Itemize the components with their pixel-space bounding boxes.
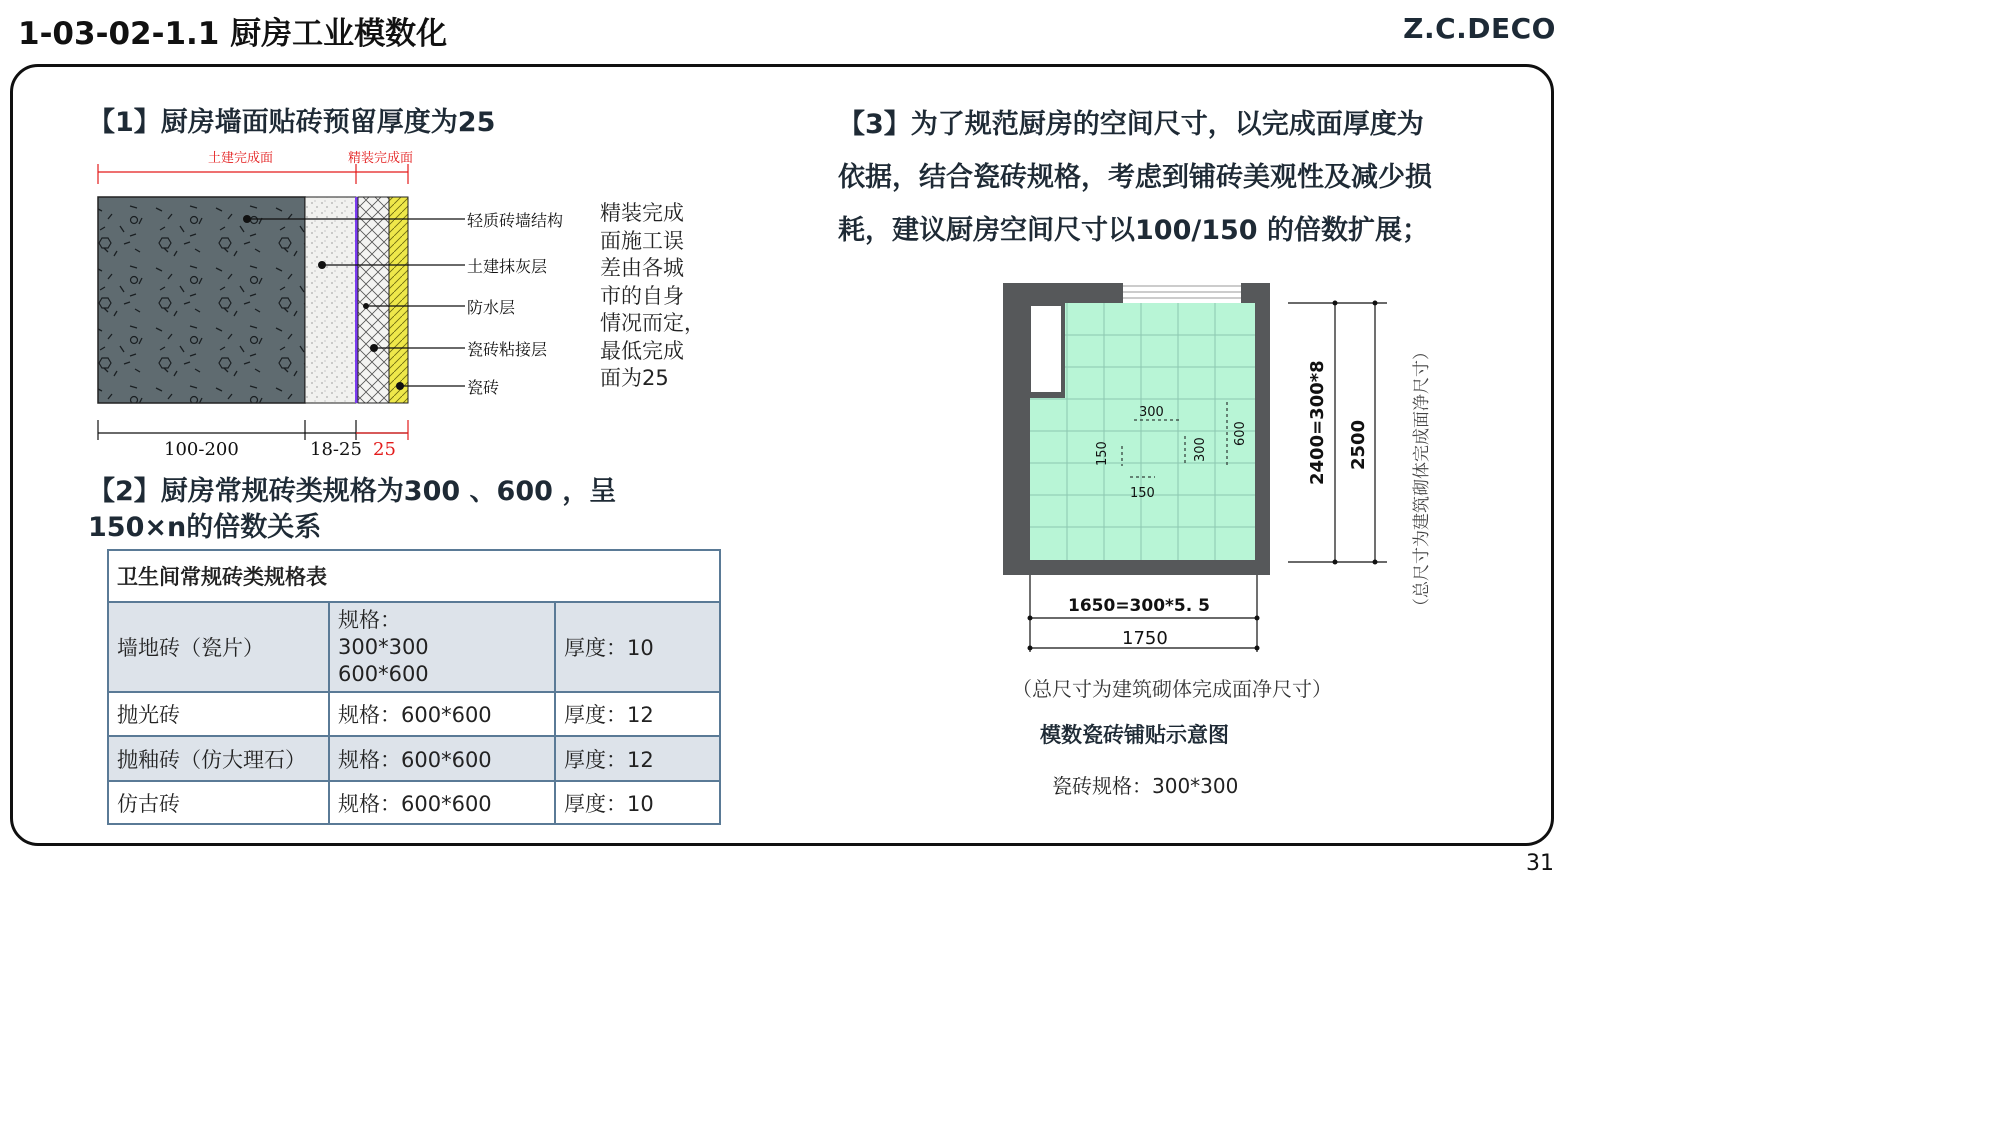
layer-tile: [389, 197, 408, 403]
section1-heading: 【1】厨房墙面贴砖预留厚度为25: [88, 107, 496, 138]
layer-label-3: 防水层: [467, 298, 516, 317]
spec-line: 300*300: [338, 634, 429, 659]
tile-spec-cell: 规格：600*600: [329, 781, 555, 824]
note-line: 面施工误: [600, 228, 684, 253]
tile-spec-cell: [329, 602, 555, 692]
plan-dim-height-total: 2500: [1348, 419, 1369, 470]
dim-label-structural-face: 土建完成面: [208, 151, 274, 166]
plan-dim-300-top: 300: [1139, 405, 1164, 420]
wall-layer-diagram: [90, 140, 590, 470]
plan-dim-150-bottom: 150: [1130, 486, 1155, 501]
section3-heading-line: 【3】为了规范厨房的空间尺寸，以完成面厚度为: [838, 109, 1424, 140]
section1-note: [600, 200, 705, 393]
section3-heading: [838, 98, 1432, 257]
layer-brick-wall: [98, 197, 305, 403]
tile-name-cell: 抛光砖: [108, 692, 329, 736]
table-caption: 卫生间常规砖类规格表: [108, 550, 720, 602]
tile-thickness-cell: 厚度：12: [555, 692, 720, 736]
tile-name-cell: 仿古砖: [108, 781, 329, 824]
tile-spec-cell: 规格：600*600: [329, 692, 555, 736]
plan-dim-300-side: 300: [1193, 437, 1208, 462]
tile-spec-table: [107, 549, 721, 825]
layer-label-2: 土建抹灰层: [467, 257, 548, 276]
brand-logo-text: Z.C.DECO: [1403, 12, 1556, 45]
plan-window: [1031, 306, 1061, 392]
plan-dim-width-total: 1750: [1122, 628, 1168, 649]
plan-bottom-note: （总尺寸为建筑砌体完成面净尺寸）: [1012, 677, 1332, 701]
tile-name-cell: 墙地砖（瓷片）: [108, 602, 329, 692]
tile-name-cell: 抛釉砖（仿大理石）: [108, 736, 329, 781]
tile-thickness-cell: 厚度：10: [555, 781, 720, 824]
dim-finish-thickness: 25: [373, 439, 396, 460]
section2-heading-line2: 150×n的倍数关系: [88, 512, 322, 543]
table-row: [108, 736, 720, 781]
layer-plaster: [305, 197, 356, 403]
plan-dim-height-tiles: 2400=300*8: [1307, 360, 1328, 485]
section3-heading-line: 依据，结合瓷砖规格，考虑到铺砖美观性及减少损: [838, 162, 1432, 193]
plan-side-note: （总尺寸为建筑砌体完成面净尺寸）: [1412, 343, 1432, 615]
dim-wall-thickness: 100-200: [164, 439, 239, 460]
dim-plaster-thickness: 18-25: [310, 439, 362, 460]
plan-dim-width-tiles: 1650=300*5. 5: [1068, 596, 1210, 616]
table-row: [108, 781, 720, 824]
layer-tile-adhesive: [358, 197, 389, 403]
note-line: 面为25: [600, 366, 669, 390]
note-line: 最低完成: [600, 338, 684, 363]
dim-label-finish-face: 精装完成面: [348, 151, 414, 166]
plan-caption: 模数瓷砖铺贴示意图: [1040, 723, 1229, 747]
section3-heading-line: 耗，建议厨房空间尺寸以100/150 的倍数扩展；: [838, 215, 1429, 246]
plan-dim-150-side: 150: [1095, 441, 1110, 466]
note-line: 精装完成: [600, 201, 684, 225]
page-number: 31: [1526, 851, 1554, 876]
layer-label-1: 轻质砖墙结构: [467, 211, 564, 230]
spec-line: 600*600: [338, 661, 429, 686]
tile-layout-plan: [995, 270, 1445, 660]
spec-line: 规格：: [338, 607, 401, 632]
plan-dim-600: 600: [1233, 421, 1248, 446]
note-line: 差由各城: [600, 256, 684, 280]
tile-thickness-cell: 厚度：10: [555, 602, 720, 692]
layer-label-5: 瓷砖: [467, 378, 500, 397]
tile-thickness-cell: 厚度：12: [555, 736, 720, 781]
layer-label-4: 瓷砖粘接层: [467, 340, 548, 359]
section2-heading-line1: 【2】厨房常规砖类规格为300 、600 ，呈: [88, 476, 617, 507]
plan-tile-spec: 瓷砖规格：300*300: [1052, 774, 1239, 798]
tile-spec-cell: 规格：600*600: [329, 736, 555, 781]
note-line: 情况而定，: [600, 311, 705, 335]
note-line: 市的自身: [600, 283, 684, 308]
page-title: 1-03-02-1.1 厨房工业模数化: [18, 16, 448, 52]
table-row: [108, 602, 720, 692]
table-row: [108, 692, 720, 736]
